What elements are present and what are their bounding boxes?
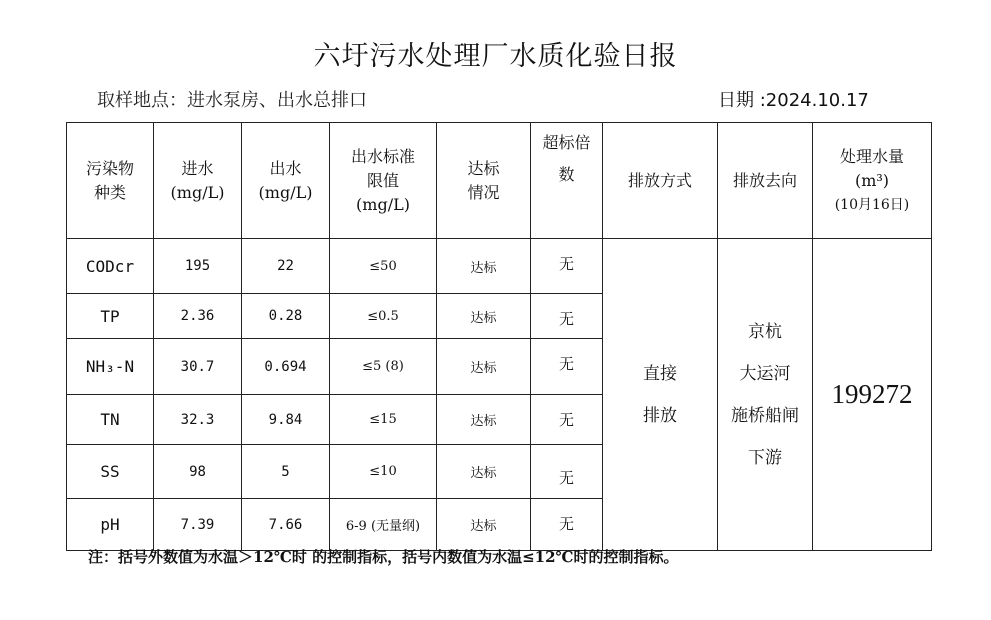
table-row — [67, 239, 932, 294]
report-date: 日期 :2024.10.17 — [718, 90, 869, 111]
pollutant-name: TN — [67, 395, 154, 445]
exceed-value: 无 — [531, 339, 603, 395]
discharge-dest-cell — [718, 239, 813, 551]
discharge-dest-line1: 京杭 — [748, 321, 782, 342]
sampling-location: 取样地点：进水泵房、出水总排口 — [97, 90, 367, 111]
footnote: 注：括号外数值为水温＞12℃时 的控制指标，括号内数值为水温≤12℃时的控制指标。 — [88, 548, 679, 566]
inflow-value: 7.39 — [154, 499, 242, 551]
limit-value: 6-9 (无量纲) — [330, 499, 437, 551]
outflow-value: 22 — [242, 239, 330, 294]
header-outflow — [242, 123, 330, 239]
inflow-value: 98 — [154, 445, 242, 499]
header-outflow-line1: 出水 — [269, 158, 302, 178]
outflow-value: 9.84 — [242, 395, 330, 445]
volume-value: 199272 — [813, 239, 932, 551]
exceed-value: 无 — [531, 445, 603, 499]
header-status-line1: 达标 — [467, 158, 500, 178]
header-exceed-line1: 超标倍 — [542, 133, 591, 152]
inflow-value: 2.36 — [154, 294, 242, 339]
inflow-value: 32.3 — [154, 395, 242, 445]
status-value: 达标 — [437, 239, 531, 294]
pollutant-name: CODcr — [67, 239, 154, 294]
header-limit — [330, 123, 437, 239]
limit-value: ≤15 — [330, 395, 437, 445]
header-exceed — [531, 123, 603, 239]
discharge-dest-line3: 施桥船闸 — [731, 405, 799, 426]
header-discharge-method: 排放方式 — [603, 123, 718, 239]
header-exceed-line2: 数 — [558, 165, 575, 184]
header-row — [67, 123, 932, 239]
header-outflow-unit: (mg/L) — [258, 182, 313, 202]
pollutant-name: SS — [67, 445, 154, 499]
outflow-value: 0.28 — [242, 294, 330, 339]
header-limit-unit: (mg/L) — [356, 194, 410, 214]
discharge-dest-line4: 下游 — [748, 447, 782, 468]
inflow-value: 30.7 — [154, 339, 242, 395]
discharge-method-cell — [603, 239, 718, 551]
outflow-value: 0.694 — [242, 339, 330, 395]
header-pollutant-line2: 种类 — [93, 182, 126, 202]
header-inflow-unit: (mg/L) — [170, 182, 225, 202]
header-volume — [813, 123, 932, 239]
pollutant-name: NH₃-N — [67, 339, 154, 395]
header-status — [437, 123, 531, 239]
header-status-line2: 情况 — [467, 182, 500, 202]
header-pollutant-line1: 污染物 — [85, 158, 134, 178]
exceed-value: 无 — [531, 395, 603, 445]
discharge-dest-line2: 大运河 — [739, 363, 791, 384]
status-value: 达标 — [437, 395, 531, 445]
status-value: 达标 — [437, 499, 531, 551]
outflow-value: 5 — [242, 445, 330, 499]
header-limit-line1: 出水标准 — [350, 146, 415, 166]
header-discharge-dest: 排放去向 — [718, 123, 813, 239]
inflow-value: 195 — [154, 239, 242, 294]
discharge-method-line2: 排放 — [643, 405, 677, 426]
exceed-value: 无 — [531, 499, 603, 551]
pollutant-name: TP — [67, 294, 154, 339]
report-title: 六圩污水处理厂水质化验日报 — [313, 41, 678, 72]
limit-value: ≤0.5 — [330, 294, 437, 339]
pollutant-name: pH — [67, 499, 154, 551]
header-volume-unit: (m³) — [854, 170, 890, 190]
header-limit-line2: 限值 — [366, 170, 399, 190]
discharge-method-line1: 直接 — [643, 363, 677, 384]
limit-value: ≤5 (8) — [330, 339, 437, 395]
status-value: 达标 — [437, 294, 531, 339]
exceed-value: 无 — [531, 294, 603, 339]
limit-value: ≤10 — [330, 445, 437, 499]
header-volume-date: (10月16日) — [834, 196, 910, 213]
limit-value: ≤50 — [330, 239, 437, 294]
water-quality-table — [66, 122, 932, 551]
status-value: 达标 — [437, 339, 531, 395]
outflow-value: 7.66 — [242, 499, 330, 551]
header-pollutant — [67, 123, 154, 239]
header-volume-line1: 处理水量 — [839, 146, 904, 166]
header-inflow — [154, 123, 242, 239]
status-value: 达标 — [437, 445, 531, 499]
exceed-value: 无 — [531, 239, 603, 294]
header-inflow-line1: 进水 — [181, 158, 214, 178]
